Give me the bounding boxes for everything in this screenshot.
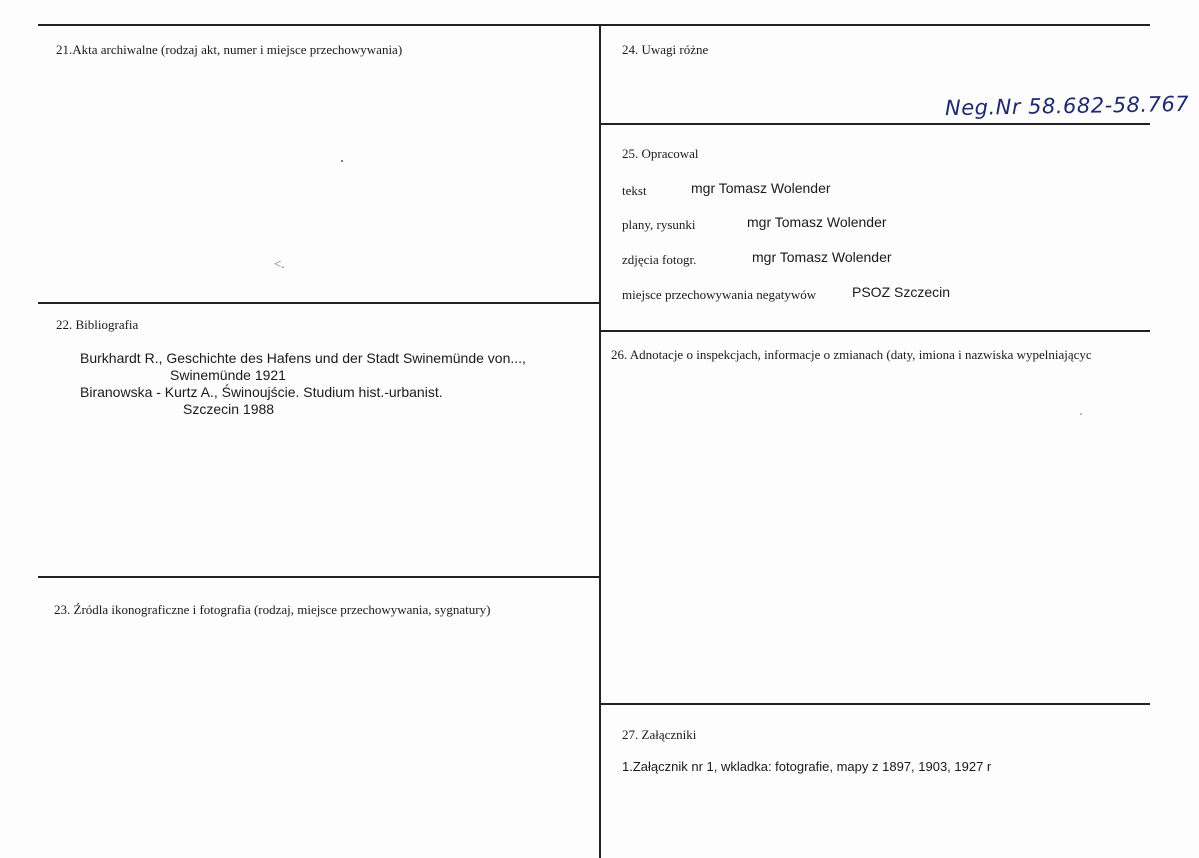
scan-speck <box>1080 413 1082 415</box>
section-22-title: 22. Bibliografia <box>56 317 139 332</box>
divider-26-27 <box>599 703 1150 705</box>
author-photos-value: mgr Tomasz Wolender <box>752 249 892 265</box>
author-text-value: mgr Tomasz Wolender <box>691 180 831 196</box>
author-photos-label: zdjęcia fotogr. <box>622 252 697 267</box>
divider-21-22 <box>38 302 599 304</box>
scan-mark: <. <box>274 256 285 271</box>
author-plans-label: plany, rysunki <box>622 217 696 232</box>
divider-24-25 <box>599 123 1150 125</box>
bibliography-entry-2-line-2: Szczecin 1988 <box>183 401 275 417</box>
handwritten-negative-numbers: Neg.Nr 58.682-58.767 <box>944 91 1190 121</box>
scan-speck <box>341 160 343 162</box>
negatives-storage-value: PSOZ Szczecin <box>852 284 951 300</box>
section-26-title: 26. Adnotacje o inspekcjach, informacje o zmianach (daty, imiona i nazwiska wypelniającyc <box>611 347 1092 362</box>
section-24-title: 24. Uwagi różne <box>622 42 709 57</box>
section-27-title: 27. Załączniki <box>622 727 697 742</box>
top-border <box>38 24 1150 26</box>
negatives-storage-label: miejsce przechowywania negatywów <box>622 287 817 302</box>
author-plans-value: mgr Tomasz Wolender <box>747 214 887 230</box>
column-divider <box>599 24 601 858</box>
section-25-title: 25. Opracowal <box>622 146 699 161</box>
author-text-label: tekst <box>622 183 647 198</box>
bibliography-entry-1-line-1: Burkhardt R., Geschichte des Hafens und der Stadt Swinemünde von..., <box>80 350 526 366</box>
section-23-title: 23. Źródla ikonograficzne i fotografia (rodzaj, miejsce przechowywania, sygnatury) <box>54 602 491 617</box>
section-21-title: 21.Akta archiwalne (rodzaj akt, numer i miejsce przechowywania) <box>56 42 403 57</box>
attachment-item-1: 1.Załącznik nr 1, wkladka: fotografie, mapy z 1897, 1903, 1927 r <box>622 759 992 774</box>
divider-25-26 <box>599 330 1150 332</box>
divider-22-23 <box>38 576 599 578</box>
bibliography-entry-2-line-1: Biranowska - Kurtz A., Świnoujście. Studium hist.-urbanist. <box>80 384 443 400</box>
bibliography-entry-1-line-2: Swinemünde 1921 <box>170 367 286 383</box>
